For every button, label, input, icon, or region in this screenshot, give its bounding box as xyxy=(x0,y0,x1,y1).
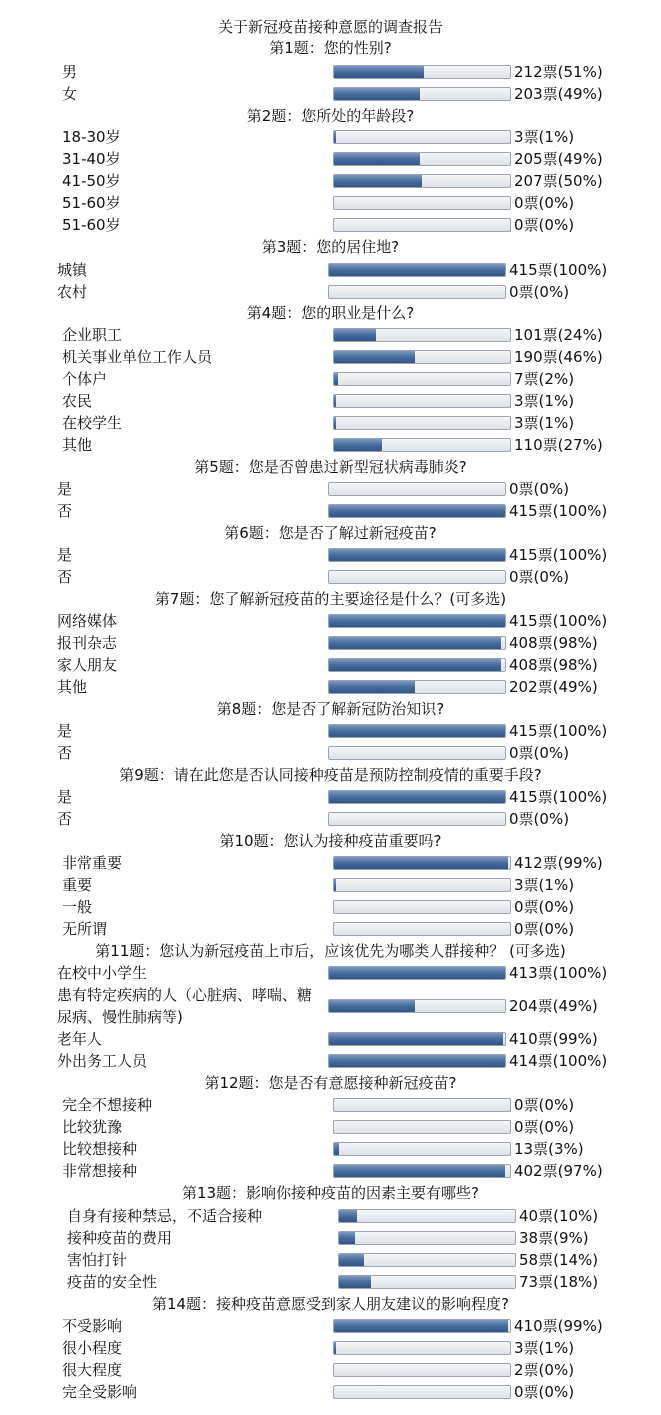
option-label: 其他 xyxy=(62,436,93,454)
data-label: 205票(49%) xyxy=(514,150,603,168)
question-title: 第5题：您是否曾患过新型冠状病毒肺炎? xyxy=(194,458,467,476)
bar xyxy=(339,1254,364,1266)
bar-track xyxy=(328,614,506,628)
bar xyxy=(334,1143,339,1155)
bar-track xyxy=(333,350,511,364)
bar-track xyxy=(328,812,506,826)
bar xyxy=(334,395,336,407)
data-label: 3票(1%) xyxy=(514,128,575,146)
option-label: 比较想接种 xyxy=(62,1140,138,1158)
data-label: 0票(0%) xyxy=(514,1383,575,1401)
data-label: 0票(0%) xyxy=(509,283,570,301)
option-label: 无所谓 xyxy=(62,920,108,938)
bar-track xyxy=(333,394,511,408)
option-label: 否 xyxy=(57,502,73,520)
bar-track xyxy=(333,372,511,386)
option-label: 51-60岁 xyxy=(62,216,121,234)
data-label: 408票(98%) xyxy=(509,634,598,652)
question-title: 第13题：影响你接种疫苗的因素主要有哪些? xyxy=(181,1184,480,1202)
bar-track xyxy=(333,1120,511,1134)
data-label: 58票(14%) xyxy=(519,1251,599,1269)
question-title: 第10题：您认为接种疫苗重要吗? xyxy=(219,832,442,850)
bar-track xyxy=(328,636,506,650)
option-label: 完全受影响 xyxy=(62,1383,138,1401)
bar xyxy=(334,1342,336,1354)
bar-track xyxy=(333,1142,511,1156)
bar-track xyxy=(328,570,506,584)
question-title: 第9题：请在此您是否认同接种疫苗是预防控制疫情的重要手段? xyxy=(119,766,542,784)
bar xyxy=(334,66,424,78)
bar-track xyxy=(333,174,511,188)
option-label: 41-50岁 xyxy=(62,172,121,190)
option-label: 完全不想接种 xyxy=(62,1096,153,1114)
bar-track xyxy=(333,1385,511,1399)
data-label: 204票(49%) xyxy=(509,997,598,1015)
bar xyxy=(339,1232,355,1244)
bar-track xyxy=(333,65,511,79)
bar-track xyxy=(333,856,511,870)
option-label: 患有特定疾病的人（心脏病、哮喘、糖尿病、慢性肺病等) xyxy=(57,986,313,1026)
report-title: 关于新冠疫苗接种意愿的调查报告 xyxy=(217,18,443,36)
option-label: 一般 xyxy=(62,898,93,916)
data-label: 0票(0%) xyxy=(514,920,575,938)
data-label: 402票(97%) xyxy=(514,1162,603,1180)
bar-track xyxy=(333,878,511,892)
option-label: 网络媒体 xyxy=(57,612,118,630)
option-label: 不受影响 xyxy=(62,1317,123,1335)
bar-track xyxy=(333,87,511,101)
bar-track xyxy=(333,1164,511,1178)
option-label: 疫苗的安全性 xyxy=(67,1273,158,1291)
data-label: 190票(46%) xyxy=(514,348,603,366)
bar xyxy=(334,175,422,187)
bar-track xyxy=(328,790,506,804)
bar-track xyxy=(328,548,506,562)
bar-track xyxy=(333,328,511,342)
option-label: 18-30岁 xyxy=(62,128,121,146)
data-label: 203票(49%) xyxy=(514,85,603,103)
bar-track xyxy=(328,999,506,1013)
bar xyxy=(329,725,505,737)
bar-track xyxy=(333,900,511,914)
data-label: 415票(100%) xyxy=(509,502,608,520)
bar-track xyxy=(328,724,506,738)
bar xyxy=(329,681,415,693)
option-label: 否 xyxy=(57,744,73,762)
option-label: 在校中小学生 xyxy=(57,964,148,982)
bar xyxy=(339,1276,371,1288)
bar-track xyxy=(338,1253,516,1267)
bar xyxy=(329,637,501,649)
data-label: 110票(27%) xyxy=(514,436,603,454)
bar-track xyxy=(338,1209,516,1223)
bar-track xyxy=(333,438,511,452)
option-label: 机关事业单位工作人员 xyxy=(62,348,213,366)
question-title: 第7题：您了解新冠疫苗的主要途径是什么？(可多选) xyxy=(154,590,507,608)
bar xyxy=(334,153,420,165)
data-label: 415票(100%) xyxy=(509,261,608,279)
bar xyxy=(329,505,505,517)
data-label: 13票(3%) xyxy=(514,1140,584,1158)
bar-track xyxy=(333,416,511,430)
bar xyxy=(334,351,415,363)
data-label: 101票(24%) xyxy=(514,326,603,344)
option-label: 否 xyxy=(57,568,73,586)
bar-track xyxy=(328,504,506,518)
option-label: 是 xyxy=(57,480,73,498)
data-label: 410票(99%) xyxy=(514,1317,603,1335)
data-label: 3票(1%) xyxy=(514,392,575,410)
bar xyxy=(334,131,336,143)
question-title: 第1题：您的性别? xyxy=(269,39,392,57)
option-label: 女 xyxy=(62,85,78,103)
bar-track xyxy=(333,130,511,144)
question-title: 第6题：您是否了解过新冠疫苗? xyxy=(224,524,437,542)
data-label: 3票(1%) xyxy=(514,876,575,894)
bar-track xyxy=(328,1054,506,1068)
option-label: 家人朋友 xyxy=(57,656,118,674)
data-label: 415票(100%) xyxy=(509,788,608,806)
option-label: 在校学生 xyxy=(62,414,123,432)
data-label: 415票(100%) xyxy=(509,546,608,564)
option-label: 个体户 xyxy=(62,370,108,388)
option-label: 老年人 xyxy=(57,1030,103,1048)
bar-track xyxy=(328,263,506,277)
bar-track xyxy=(328,482,506,496)
data-label: 0票(0%) xyxy=(509,568,570,586)
bar xyxy=(334,1320,508,1332)
data-label: 415票(100%) xyxy=(509,612,608,630)
bar xyxy=(329,659,501,671)
option-label: 很小程度 xyxy=(62,1339,123,1357)
bar-track xyxy=(333,1341,511,1355)
data-label: 2票(0%) xyxy=(514,1361,575,1379)
option-label: 51-60岁 xyxy=(62,194,121,212)
data-label: 40票(10%) xyxy=(519,1207,599,1225)
question-title: 第8题：您是否了解新冠防治知识? xyxy=(216,700,445,718)
question-title: 第12题：您是否有意愿接种新冠疫苗? xyxy=(204,1074,457,1092)
bar-track xyxy=(333,196,511,210)
data-label: 0票(0%) xyxy=(509,810,570,828)
bar-track xyxy=(333,1098,511,1112)
bar-track xyxy=(328,680,506,694)
data-label: 0票(0%) xyxy=(514,216,575,234)
option-label: 很大程度 xyxy=(62,1361,123,1379)
bar-track xyxy=(333,1319,511,1333)
option-label: 外出务工人员 xyxy=(57,1052,148,1070)
question-title: 第3题：您的居住地? xyxy=(261,238,400,256)
bar-track xyxy=(333,922,511,936)
bar-track xyxy=(328,746,506,760)
option-label: 自身有接种禁忌，不适合接种 xyxy=(67,1207,263,1225)
bar-track xyxy=(328,1032,506,1046)
data-label: 0票(0%) xyxy=(509,480,570,498)
data-label: 415票(100%) xyxy=(509,722,608,740)
option-label: 比较犹豫 xyxy=(62,1118,123,1136)
option-label: 否 xyxy=(57,810,73,828)
bar-track xyxy=(328,285,506,299)
bar xyxy=(334,417,336,429)
bar-track xyxy=(328,658,506,672)
bar xyxy=(329,615,505,627)
data-label: 408票(98%) xyxy=(509,656,598,674)
option-label: 农村 xyxy=(57,283,88,301)
option-label: 其他 xyxy=(57,678,88,696)
option-label: 城镇 xyxy=(57,261,88,279)
data-label: 0票(0%) xyxy=(514,898,575,916)
data-label: 202票(49%) xyxy=(509,678,598,696)
bar-track xyxy=(333,152,511,166)
option-label: 男 xyxy=(62,63,78,81)
data-label: 0票(0%) xyxy=(509,744,570,762)
option-label: 是 xyxy=(57,788,73,806)
option-label: 害怕打针 xyxy=(67,1251,128,1269)
bar xyxy=(329,967,505,979)
data-label: 3票(1%) xyxy=(514,414,575,432)
option-label: 是 xyxy=(57,546,73,564)
bar-track xyxy=(328,966,506,980)
bar-track xyxy=(333,218,511,232)
bar xyxy=(329,791,505,803)
bar xyxy=(329,264,505,276)
option-label: 接种疫苗的费用 xyxy=(67,1229,173,1247)
bar xyxy=(329,1055,505,1067)
bar-track xyxy=(338,1275,516,1289)
question-title: 第4题：您的职业是什么? xyxy=(246,304,415,322)
bar xyxy=(329,549,505,561)
bar xyxy=(334,857,508,869)
bar xyxy=(329,1033,503,1045)
option-label: 31-40岁 xyxy=(62,150,121,168)
question-title: 第2题：您所处的年龄段? xyxy=(246,107,415,125)
data-label: 0票(0%) xyxy=(514,1096,575,1114)
question-title: 第11题：您认为新冠疫苗上市后，应该优先为哪类人群接种？ (可多选) xyxy=(95,942,566,960)
option-label: 非常想接种 xyxy=(62,1162,138,1180)
option-label: 企业职工 xyxy=(62,326,123,344)
bar xyxy=(329,1000,415,1012)
option-label: 非常重要 xyxy=(62,854,123,872)
option-label: 重要 xyxy=(62,876,93,894)
bar xyxy=(334,439,382,451)
data-label: 207票(50%) xyxy=(514,172,603,190)
option-label: 是 xyxy=(57,722,73,740)
data-label: 3票(1%) xyxy=(514,1339,575,1357)
bar-track xyxy=(333,1363,511,1377)
bar xyxy=(334,879,336,891)
bar xyxy=(334,373,338,385)
option-label: 农民 xyxy=(62,392,93,410)
data-label: 212票(51%) xyxy=(514,63,603,81)
bar xyxy=(334,1165,505,1177)
data-label: 413票(100%) xyxy=(509,964,608,982)
data-label: 38票(9%) xyxy=(519,1229,589,1247)
question-title: 第14题：接种疫苗意愿受到家人朋友建议的影响程度? xyxy=(151,1295,510,1313)
data-label: 410票(99%) xyxy=(509,1030,598,1048)
bar-track xyxy=(338,1231,516,1245)
data-label: 412票(99%) xyxy=(514,854,603,872)
data-label: 7票(2%) xyxy=(514,370,575,388)
bar xyxy=(334,329,376,341)
bar xyxy=(334,88,420,100)
data-label: 0票(0%) xyxy=(514,1118,575,1136)
data-label: 414票(100%) xyxy=(509,1052,608,1070)
option-label: 报刊杂志 xyxy=(57,634,118,652)
data-label: 0票(0%) xyxy=(514,194,575,212)
bar xyxy=(339,1210,357,1222)
data-label: 73票(18%) xyxy=(519,1273,599,1291)
